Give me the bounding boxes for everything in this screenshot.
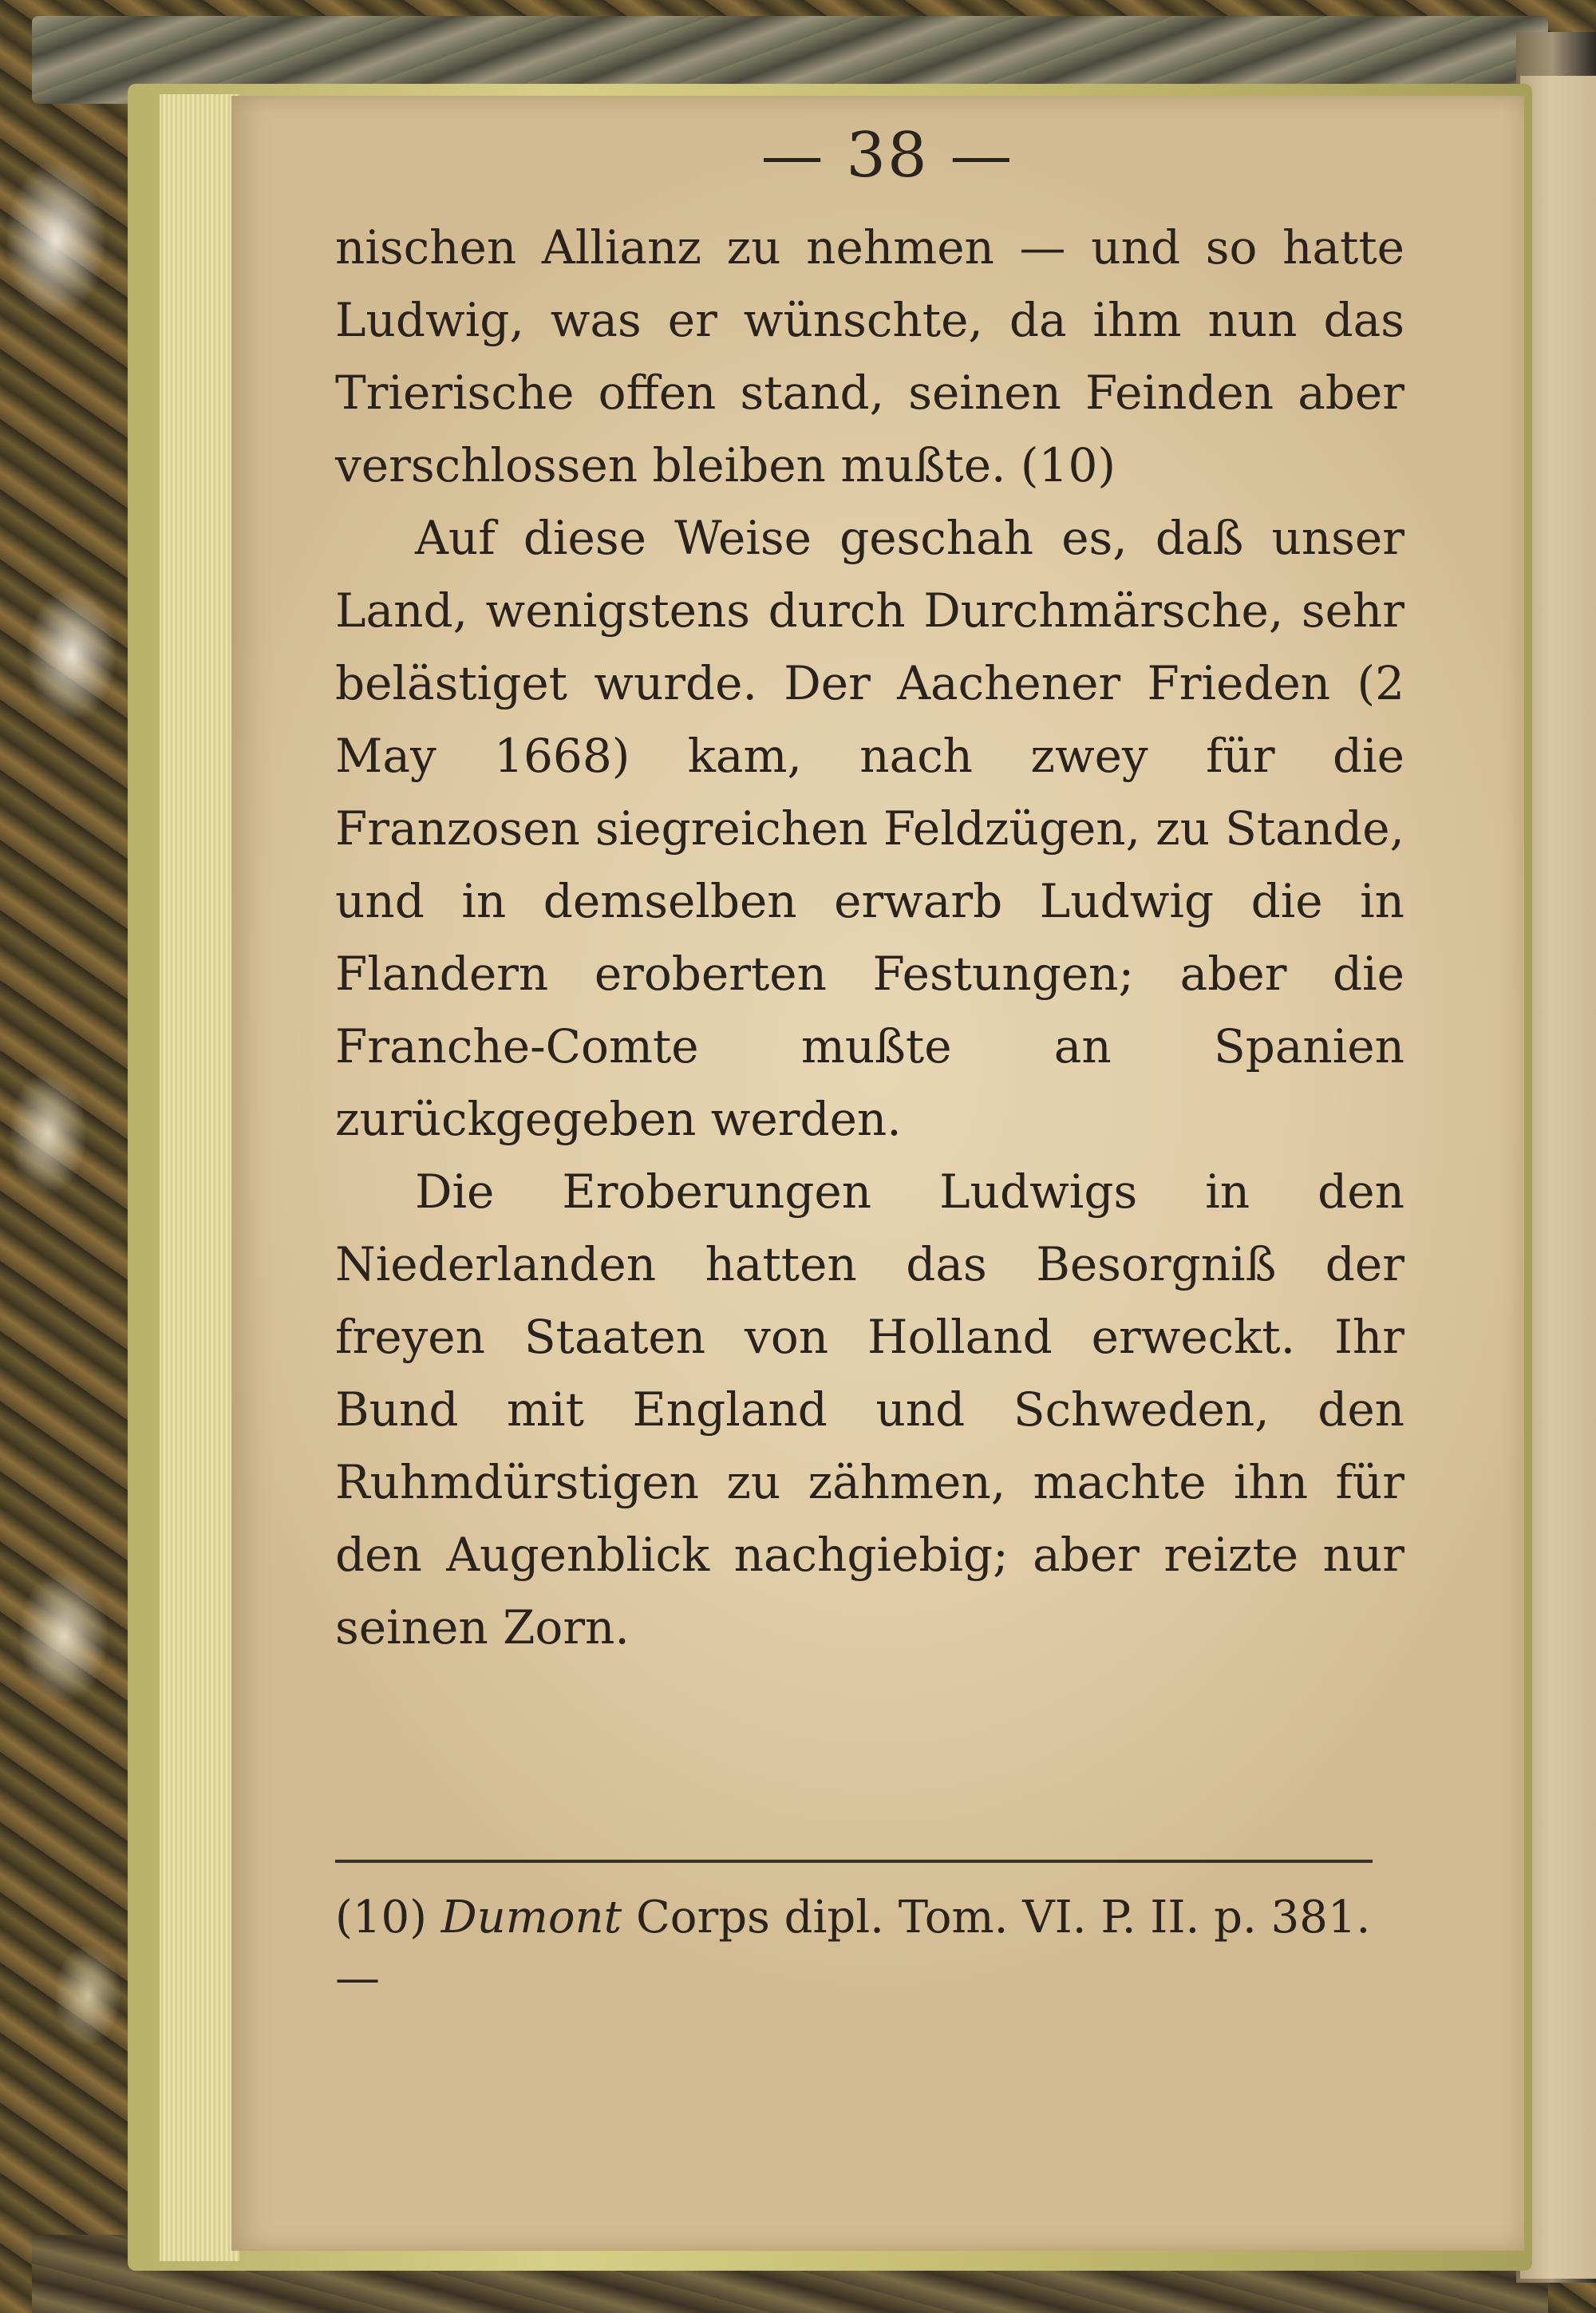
footnote-text: Corps dipl. Tom. VI. P. II. p. 381. — [335, 1892, 1371, 2004]
footnote-author: Dumont [440, 1892, 622, 1943]
paragraph: Die Eroberungen Ludwigs in den Niederlanden hatten das Besorgniß der freyen Staaten von Holland erweckt. Ihr Bund mit England und Schweden, den Ruhmdürstigen zu zähmen, machte ihn für den Augenblick nachgiebig; aber reizte nur seinen Zorn. [335, 1164, 1404, 1655]
page-stack-edge [160, 94, 239, 2261]
footnote [335, 1888, 1404, 2009]
footnote-divider [335, 1860, 1373, 1863]
footnote-marker: (10) [335, 1892, 427, 1943]
body-text [335, 212, 1404, 1664]
paragraph: nischen Allianz zu nehmen — und so hatte Ludwig, was er wünschte, da ihm nun das Trierische offen stand, seinen Feinden aber verschlossen bleiben mußte. (10) [335, 220, 1404, 492]
page-number: — 38 — [760, 120, 1014, 192]
paragraph: Auf diese Weise geschah es, daß unser Land, wenigstens durch Durchmärsche, sehr belästiget wurde. Der Aachener Frieden (2 May 1668) kam, nach zwey für die Franzosen siegreichen Feldzügen, zu Stande, und in demselben erwarb Ludwig die in Flandern eroberten Festungen; aber die Franche-Comte mußte an Spanien zurückgegeben werden. [335, 511, 1404, 1146]
